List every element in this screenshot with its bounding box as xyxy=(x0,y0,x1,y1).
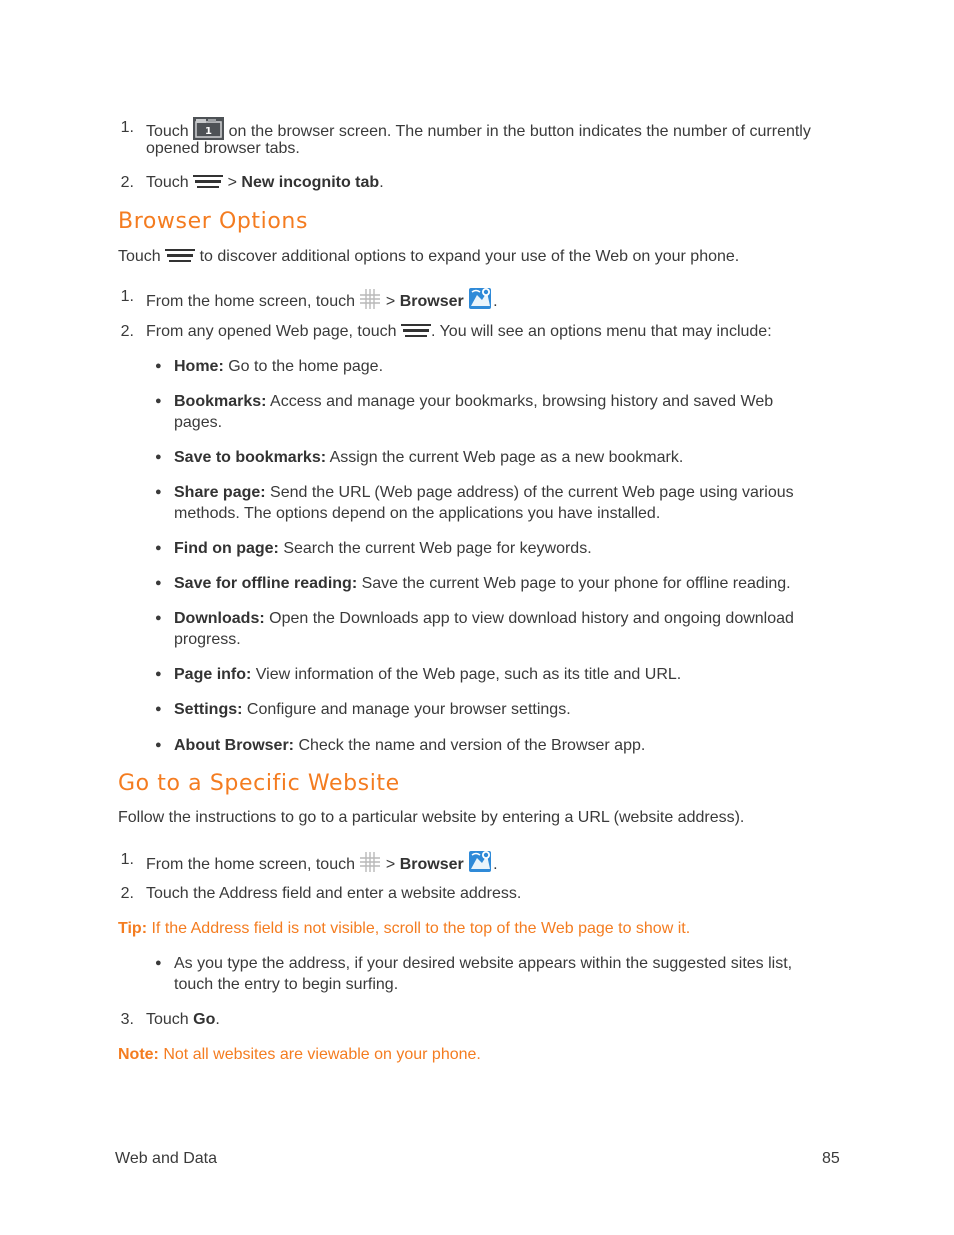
menu-icon xyxy=(401,324,431,338)
footer-section-title: Web and Data xyxy=(115,1150,217,1167)
step-number: 2. xyxy=(120,174,134,191)
menu-icon xyxy=(193,175,223,189)
ui-label: New incognito tab xyxy=(241,174,380,191)
step-number: 1. xyxy=(120,119,134,136)
section-heading-specific-website: Go to a Specific Website xyxy=(118,771,400,796)
browser-app-icon xyxy=(468,286,493,310)
apps-grid-icon xyxy=(359,288,381,310)
step-text: Touch xyxy=(146,123,189,140)
menu-icon xyxy=(165,249,195,263)
browser-app-icon xyxy=(468,849,493,873)
document-page: 1. Touch 1 on the browser screen. The number in the button indicates the number of currently opened browser tabs. 2. Touch > New incognito tab. Browser Options Touch to discover additional options to expand your use of the Web on your phone. 1. From the home screen, touch > Browser . 2. From any opened Web page, touch . You will see an options menu that may include: ● Home: Go to the home page. ● Bookmarks: Access and manage your bookmarks, browsing history and saved Web pages. ● Save to bookmarks: Assign the current Web page as a new bookmark. ● Share page: Send the URL (Web page address) of the current Web page using various methods. The options depend on the applications you have installed. ● Find on page: Search the current Web page for keywords. ● Save for offline reading: Save the current Web page to your phone for offline reading. ● Downloads: Open the Downloads app to view download history and ongoing download progress. ● Page info: View information of the Web page, such as its title and URL. ● Settings: Configure and manage your browser settings. ● About Browser: Check the name and version of the Browser app. Go to a Specific Website Follow the instructions to go to a particular website by entering a URL (website address). 1. From the home screen, touch > Browser . 2. Touch the Address field and enter a website address. Tip: If the Address field is not visible, scroll to the top of the Web page to show it. ● As you type the address, if your desired website appears within the suggested sites list, touch the entry to begin surfing. 3. Touch Go. Note: Not all websites are viewable on your phone. Web and Data 85 xyxy=(115,119,840,1167)
section-heading-browser-options: Browser Options xyxy=(118,209,309,234)
page-number: 85 xyxy=(822,1150,840,1167)
apps-grid-icon xyxy=(359,851,381,873)
step-text: on the browser screen. The number in the button indicates the number of currently xyxy=(228,123,811,140)
svg-text:1: 1 xyxy=(205,126,213,137)
browser-tabs-icon xyxy=(193,117,224,140)
